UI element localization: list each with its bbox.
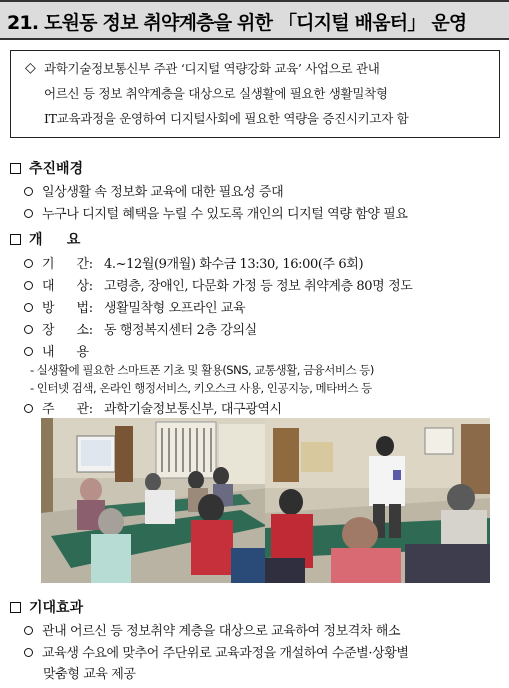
circle-bullet-icon <box>24 259 33 268</box>
circle-bullet-icon <box>24 303 33 312</box>
background-item-2: 누구나 디지털 혜택을 누릴 수 있도록 개인의 디지털 역량 함양 필요 <box>24 203 408 222</box>
circle-bullet-icon <box>24 347 33 356</box>
section-heading-overview: 개 요 <box>10 229 80 249</box>
section-heading-background: 추진배경 <box>10 158 83 178</box>
circle-bullet-icon <box>24 209 33 218</box>
page-title: 21. 도원동 정보 취약계층을 위한 「디지털 배움터」 운영 <box>7 12 467 34</box>
diamond-outline-icon: ◇ <box>25 60 36 76</box>
content-item-1: - 실생활에 필요한 스마트폰 기초 및 활용(SNS, 교통생활, 금융서비스 등) <box>30 363 374 377</box>
summary-line-1: 과학기술정보통신부 주관 ‘디지털 역량강화 교육’ 사업으로 관내 <box>44 61 380 76</box>
circle-bullet-icon <box>24 281 33 290</box>
circle-bullet-icon <box>24 325 33 334</box>
summary-line-2: 어르신 등 정보 취약계층을 대상으로 실생활에 필요한 생활밀착형 <box>44 86 388 101</box>
title-bar <box>0 0 509 40</box>
circle-bullet-icon <box>24 648 33 657</box>
overview-content: 내 용 <box>24 341 89 360</box>
overview-method: 방 법: 생활밀착형 오프라인 교육 <box>24 297 245 316</box>
overview-period: 기 간: 4.~12월(9개월) 화수금 13:30, 16:00(주 6회) <box>24 253 363 272</box>
overview-host: 주 관: 과학기술정보통신부, 대구광역시 <box>24 398 282 417</box>
classroom-photo-left <box>41 418 267 583</box>
checkbox-square-icon <box>10 163 21 174</box>
summary-line-3: IT교육과정을 운영하여 디지털사회에 필요한 역량을 증진시키고자 함 <box>44 111 409 126</box>
effects-item-1: 관내 어르신 등 정보취약 계층을 대상으로 교육하여 정보격차 해소 <box>24 620 400 639</box>
circle-bullet-icon <box>24 626 33 635</box>
class-photos <box>41 418 490 583</box>
section-heading-effects: 기대효과 <box>10 597 83 617</box>
checkbox-square-icon <box>10 234 21 245</box>
effects-item-2: 교육생 수요에 맞추어 주단위로 교육과정을 개설하여 수준별·상황별 <box>24 642 409 661</box>
circle-bullet-icon <box>24 404 33 413</box>
checkbox-square-icon <box>10 602 21 613</box>
classroom-photo-right <box>265 418 490 583</box>
content-item-2: - 인터넷 검색, 온라인 행정서비스, 키오스크 사용, 인공지능, 메타버스 등 <box>30 381 372 395</box>
summary-box <box>10 50 500 138</box>
circle-bullet-icon <box>24 187 33 196</box>
background-item-1: 일상생활 속 정보화 교육에 대한 필요성 증대 <box>24 181 283 200</box>
overview-target: 대 상: 고령층, 장애인, 다문화 가정 등 정보 취약계층 80명 정도 <box>24 275 412 294</box>
overview-place: 장 소: 동 행정복지센터 2층 강의실 <box>24 319 257 338</box>
effects-item-2-continued: 맞춤형 교육 제공 <box>43 667 136 682</box>
